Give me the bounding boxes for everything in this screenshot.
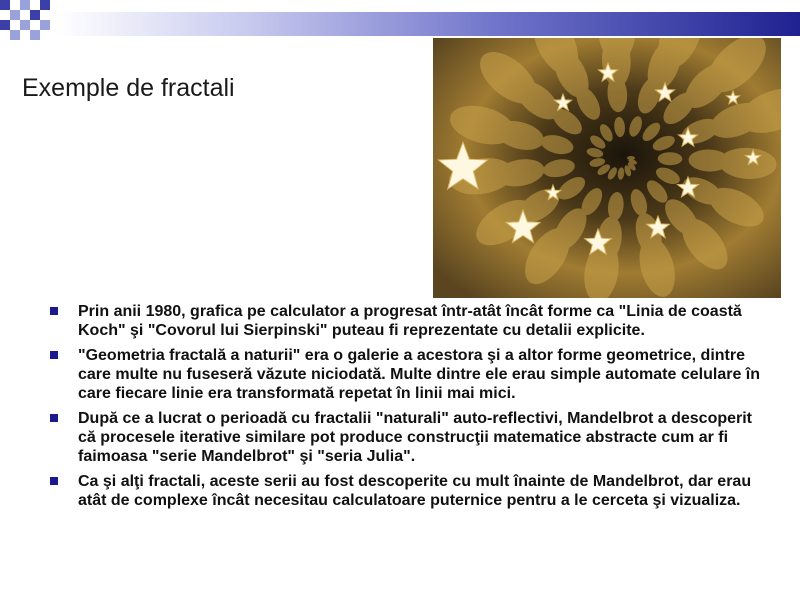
bullet-square-icon xyxy=(50,307,58,315)
bullet-list xyxy=(50,302,770,516)
corner-checker-decoration xyxy=(0,0,60,50)
bullet-item: Ca şi alţi fractali, aceste serii au fost descoperite cu mult înainte de Mandelbrot, dar erau atât de complexe încât necesitau calculatoare puternice pentru a le cerceta şi vizualiza. xyxy=(50,472,770,510)
slide-title: Exemple de fractali xyxy=(22,74,235,102)
bullet-item: După ce a lucrat o perioadă cu fractalii "naturali" auto-reflectivi, Mandelbrot a descoperit că procesele iterative similare pot produce construcţii matematice abstracte cum ar fi faimoasa "serie Mandelbrot" şi "seria Julia". xyxy=(50,409,770,466)
fractal-image xyxy=(433,38,781,298)
header-gradient-bar xyxy=(58,12,800,36)
bullet-item: Prin anii 1980, grafica pe calculator a progresat într-atât încât forme ca "Linia de coastă Koch" şi "Covorul lui Sierpinski" puteau fi reprezentate cu detalii explicite. xyxy=(50,302,770,340)
bullet-item: "Geometria fractală a naturii" era o galerie a acestora şi a altor forme geometrice, dintre care multe nu fuseseră văzute niciodată. Multe dintre ele erau simple automate celulare în care fiecare linie era transformată repetat în linii mai mici. xyxy=(50,346,770,403)
bullet-square-icon xyxy=(50,477,58,485)
bullet-square-icon xyxy=(50,414,58,422)
fractal-spiral-graphic xyxy=(433,38,781,298)
bullet-square-icon xyxy=(50,351,58,359)
